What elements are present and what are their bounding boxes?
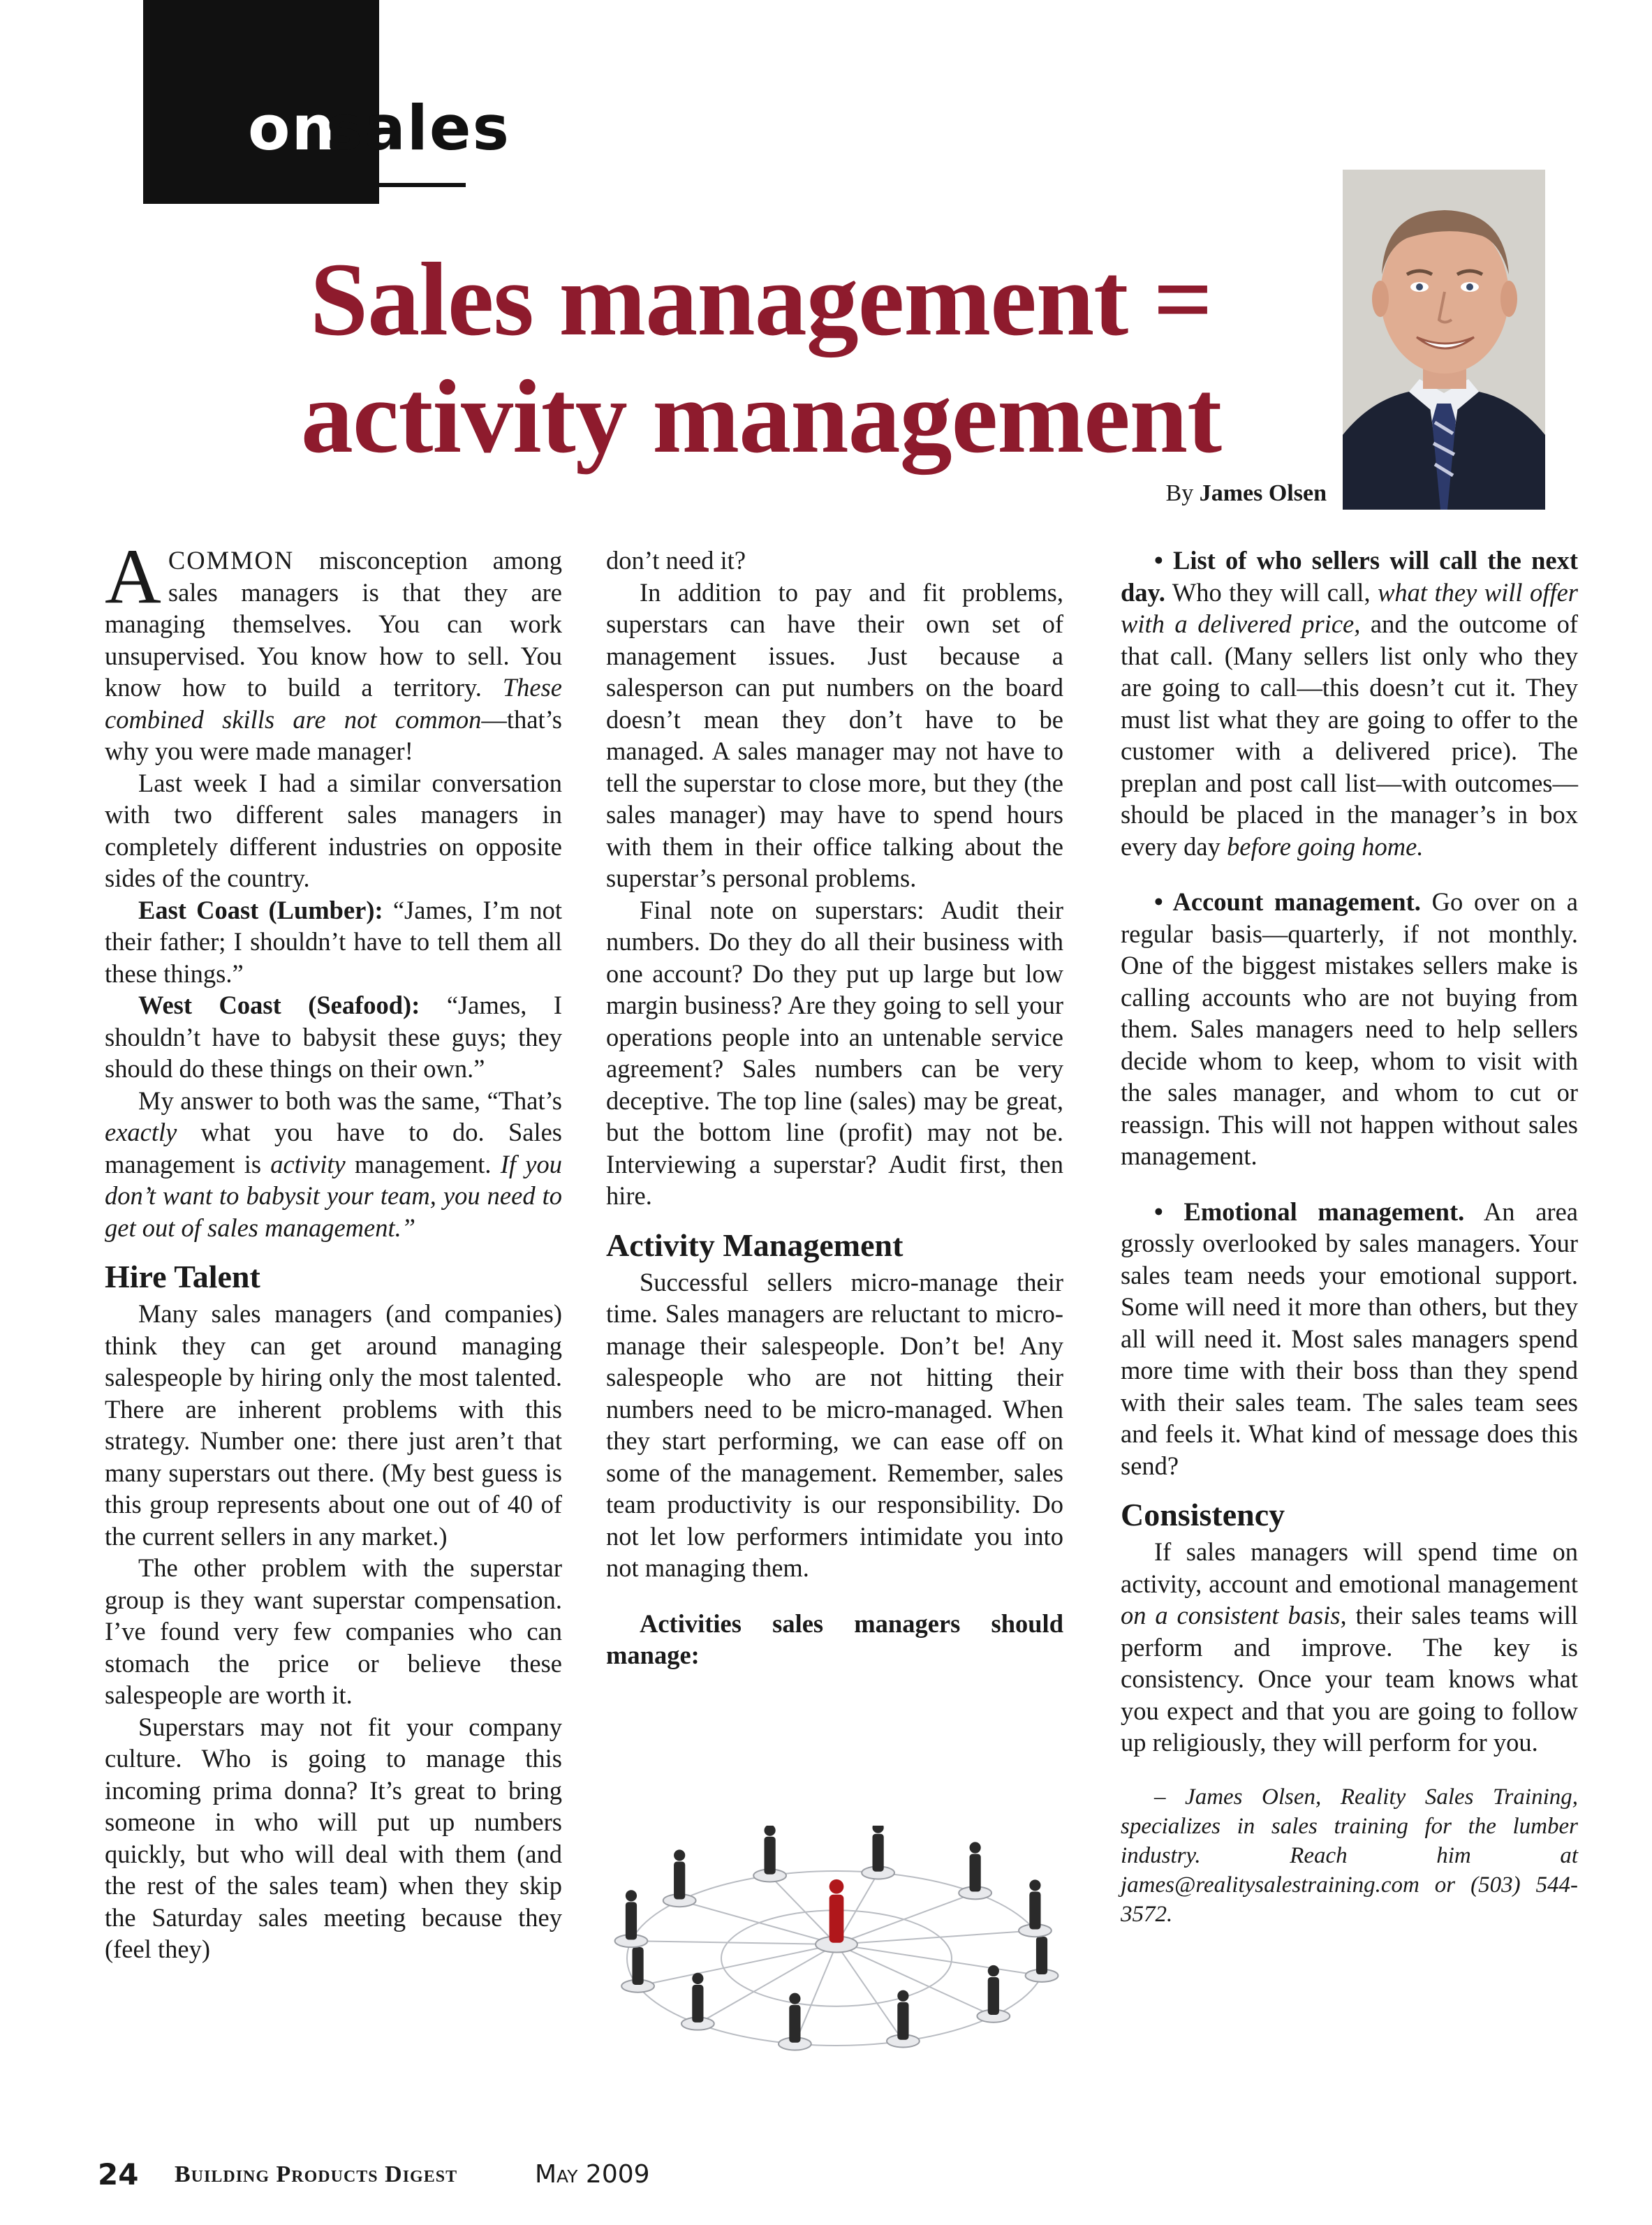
text-run-italic: what they will offer with a delivered price, bbox=[1121, 577, 1578, 638]
article-column-1 bbox=[105, 533, 562, 1965]
person-figure bbox=[959, 1842, 991, 1899]
article-headline bbox=[196, 241, 1327, 475]
quote-text: “James, I shouldn’t have to babysit these guys; they should do these things on their own.” bbox=[105, 991, 562, 1083]
paragraph bbox=[105, 1085, 562, 1244]
intro-end: —that’s why you were made manager! bbox=[105, 704, 562, 765]
quote-label: West Coast (Seafood): bbox=[138, 991, 420, 1019]
text-run: their sales teams will perform and improve. The key is consistency. Once your team knows what you expect and that you are going to follow up religiously, they will perform for you. bbox=[1121, 1601, 1578, 1757]
section-heading-consistency: Consistency bbox=[1121, 1497, 1285, 1532]
text-run-italic: activity bbox=[270, 1149, 346, 1178]
network-people-illustration bbox=[599, 1826, 1074, 2094]
text-run: and the outcome of that call. (Many sellers list only who they are going to call—this doesn’t cut it. They must list what they are going to offer to the customer with a delivered price). The preplan and post call list—with outcomes—should be placed in the manager’s in box every day bbox=[1121, 609, 1578, 861]
bullet-label: • List of who sellers will call the next day. bbox=[1121, 546, 1578, 607]
paragraph bbox=[1121, 1536, 1578, 1759]
person-figure bbox=[753, 1826, 786, 1882]
bullet-account-management bbox=[1121, 886, 1578, 1172]
quote-east-coast bbox=[105, 894, 562, 990]
text-run: An area grossly overlooked by sales managers. Your sales team needs your emotional support. Some will need it more than others, but they all will need it. Most sales managers spend more time with their boss than they spend with their sales team. The sales team sees and feels it. What kind of message does this send? bbox=[1121, 1197, 1578, 1480]
person-figure bbox=[1019, 1879, 1052, 1937]
person-figure bbox=[977, 1965, 1010, 2023]
intro-italic: These combined skills are not common bbox=[105, 673, 562, 734]
intro-smallcaps: COMMON bbox=[168, 546, 295, 575]
headline-line-2: activity management bbox=[300, 359, 1222, 475]
text-run-italic: before going home. bbox=[1227, 831, 1424, 861]
author-photo bbox=[1343, 170, 1545, 510]
person-figure bbox=[862, 1826, 894, 1879]
person-figure bbox=[663, 1849, 696, 1907]
person-figure bbox=[887, 1990, 920, 2048]
column-badge-sales: sales bbox=[326, 92, 510, 164]
paragraph: Last week I had a similar conversation with two different sales managers in completely different industries on opposite sides of the country. bbox=[105, 768, 562, 892]
text-run-italic: If you don’t want to babysit your team, you need to get out of sales management.” bbox=[105, 1149, 562, 1242]
list-subheading bbox=[606, 1608, 1063, 1671]
section-heading-hire-talent: Hire Talent bbox=[105, 1259, 260, 1294]
quote-text: “James, I’m not their father; I shouldn’t have to tell them all these things.” bbox=[105, 895, 562, 988]
issue-date bbox=[535, 2160, 650, 2189]
page-number: 24 bbox=[98, 2157, 139, 2191]
author-signature: – James Olsen, Reality Sales Training, specializes in sales training for the lumber industry. Reach him at james@realitysalestraining.com or (503) 544-3572. bbox=[1121, 1784, 1578, 1927]
text-run: If sales managers will spend time on activity, account and emotional management bbox=[1121, 1537, 1578, 1598]
text-run: what you have to do. Sales management is bbox=[105, 1118, 562, 1178]
bullet-label: • Account management. bbox=[1154, 887, 1421, 916]
person-figure bbox=[615, 1890, 648, 1947]
bullet-label: • Emotional management. bbox=[1154, 1197, 1465, 1226]
text-run-italic: on a consistent basis, bbox=[1121, 1601, 1347, 1629]
publication-name-text: Building Products Digest bbox=[175, 2161, 458, 2187]
headline-line-1: Sales management = bbox=[309, 242, 1213, 357]
intro-text: misconception among sales managers is that they are managing themselves. You can work unsupervised. You know how to sell. You know how to build a territory. bbox=[105, 546, 562, 702]
text-run: Go over on a regular basis—quarterly, if not monthly. One of the biggest mistakes sellers make is calling accounts who are not buying from them. Sales managers need to help sellers decide whom to keep, whom to visit with the sales manager, and whom to cut or reassign. This will not happen without sales management. bbox=[1121, 887, 1578, 1170]
column-badge-underline bbox=[290, 183, 466, 187]
paragraph: In addition to pay and fit problems, superstars can have their own set of management issues. Just because a salesperson can put numbers on the board doesn’t mean they don’t have to be managed. A sales manager may not have to tell the superstar to close more, but they (the sales manager) may have to spend hours with them in their office talking about the superstar’s personal problems. bbox=[606, 577, 1063, 892]
list-subheading-text: Activities sales managers should manage: bbox=[606, 1609, 1063, 1669]
leader-figure bbox=[816, 1879, 857, 1953]
article-column-2 bbox=[606, 545, 1063, 1671]
column-badge-on: on bbox=[248, 92, 337, 164]
issue-date-text: May 2009 bbox=[535, 2160, 650, 2189]
drop-cap: A bbox=[105, 533, 161, 620]
byline-author: James Olsen bbox=[1199, 480, 1327, 506]
article-column-3 bbox=[1121, 545, 1578, 1929]
paragraph: Superstars may not fit your company culture. Who is going to manage this incoming prima donna? It’s great to bring someone in who will put up numbers quickly, but who will deal with them (and the rest of the sales team) when they skip the Saturday sales meeting because they (feel they) bbox=[105, 1712, 562, 1963]
paragraph: Many sales managers (and companies) think they can get around managing salespeople by hiring only the most talented. There are inherent problems with this strategy. Number one: there just aren’t that many superstars out there. (My best guess is this group represents about one out of 40 of the current sellers in any market.) bbox=[105, 1299, 562, 1551]
quote-label: East Coast (Lumber): bbox=[138, 895, 383, 924]
paragraph: Final note on superstars: Audit their numbers. Do they do all their business with one account? Do they put up large but low margin business? Are they going to sell your operations people into an untenable service agreement? Sales numbers can be very deceptive. The top line (sales) may be great, but the bottom line (profit) may not be. Interviewing a superstar? Audit first, then hire. bbox=[606, 895, 1063, 1210]
person-figure bbox=[681, 1973, 714, 2030]
text-run: management. bbox=[345, 1149, 501, 1178]
publication-name bbox=[175, 2161, 457, 2188]
bullet-call-list bbox=[1121, 545, 1578, 862]
paragraph: The other problem with the superstar group is they want superstar compensation. I’ve found very few companies who can stomach the price or believe these salespeople are worth it. bbox=[105, 1553, 562, 1709]
paragraph-continued: don’t need it? bbox=[606, 546, 746, 575]
text-run: My answer to both was the same, “That’s bbox=[138, 1086, 562, 1115]
bullet-emotional-management bbox=[1121, 1196, 1578, 1482]
quote-west-coast bbox=[105, 989, 562, 1085]
section-heading-activity-management: Activity Management bbox=[606, 1227, 904, 1263]
byline-prefix: By bbox=[1165, 480, 1194, 506]
intro-paragraph bbox=[105, 533, 562, 767]
byline bbox=[1047, 480, 1327, 507]
paragraph: Successful sellers micro-manage their time. Sales managers are reluctant to micro-manage their salespeople. Don’t be! Any salespeople who are not hitting their numbers need to be micro-managed. When they start performing, we can ease off on some of the management. Remember, sales team productivity is our responsibility. Do not let low performers intimidate you into not managing them. bbox=[606, 1267, 1063, 1582]
text-run: Who they will call, bbox=[1165, 577, 1378, 607]
text-run-italic: exactly bbox=[105, 1118, 177, 1146]
